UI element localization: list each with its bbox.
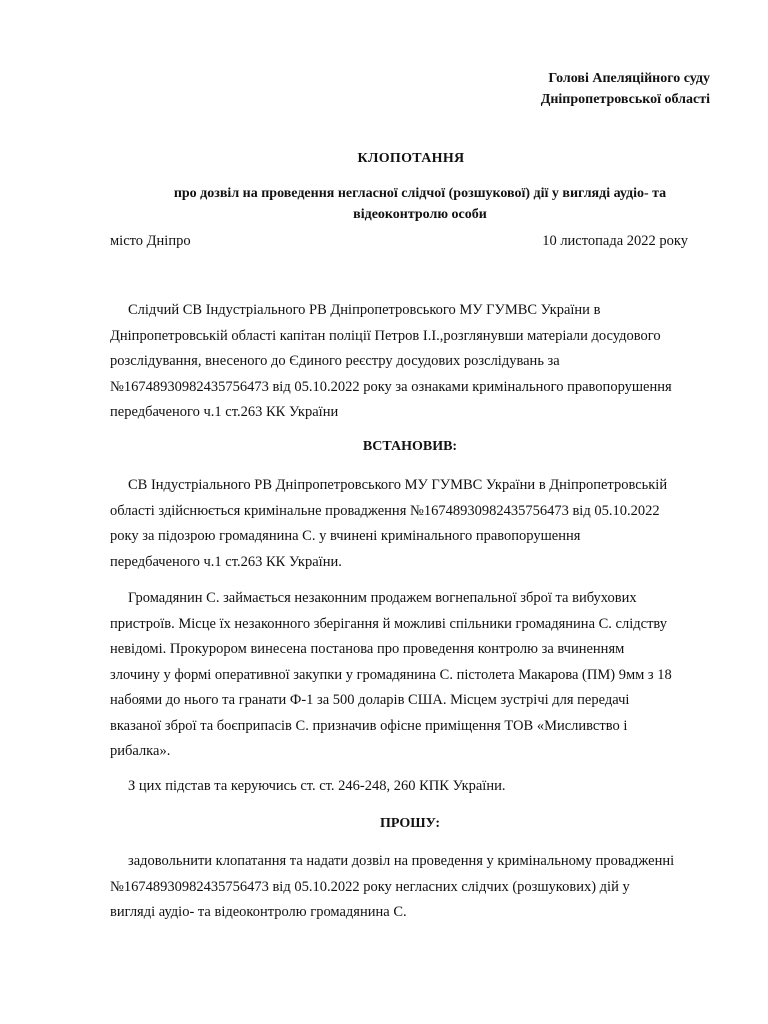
request-paragraph — [110, 849, 720, 926]
paragraph-line: передбаченого ч.1 ст.263 КК України — [110, 404, 339, 420]
addressee-line: Голові Апеляційного суду — [548, 71, 710, 86]
paragraph-line: №16748930982435756473 від 05.10.2022 року негласних слідчих (розшукових) дій у — [110, 878, 630, 895]
document-title: КЛОПОТАННЯ — [357, 151, 465, 166]
date-text: 10 листопада 2022 року — [542, 233, 688, 249]
paragraph-line: області здійснюється кримінальне провадження №16748930982435756473 від 05.10.2022 — [110, 502, 660, 519]
paragraph-line: невідомі. Прокурором винесена постанова про проведення контролю за вчиненням — [110, 641, 625, 657]
paragraph-line: передбаченого ч.1 ст.263 КК України. — [110, 553, 342, 570]
paragraph-line: вигляді аудіо- та відеоконтролю громадянина С. — [110, 904, 407, 920]
paragraph-line: Слідчий СВ Індустріального РВ Дніпропетровського МУ ГУМВС України в — [128, 302, 601, 318]
paragraph-line: Дніпропетровській області капітан поліції Петров І.І.,розглянувши матеріали досудового — [110, 327, 661, 344]
paragraph-line: пристроїв. Місце їх незаконного зберігання й можливі спільники громадянина С. слідству — [110, 615, 668, 632]
paragraph-line: злочину у формі оперативної закупки у громадянина С. пістолета Макарова (ПМ) 9мм з 18 — [110, 666, 672, 683]
paragraph-line: З цих підстав та керуючись ст. ст. 246-248, 260 КПК України. — [128, 778, 506, 794]
paragraph-line: розслідування, внесеного до Єдиного реєстру досудових розслідувань за — [110, 353, 560, 369]
place-text: місто Дніпро — [110, 233, 191, 249]
intro-paragraph — [110, 298, 720, 426]
paragraph-line: року за підозрою громадянина С. у вчинені кримінального правопорушення — [110, 528, 581, 544]
document-subtitle — [120, 183, 720, 225]
heading-request: ПРОШУ: — [379, 816, 441, 831]
paragraph-line: вказаної зброї та боєприпасів С. призначив офісне приміщення ТОВ «Мисливство і — [110, 717, 628, 734]
subtitle-line: відеоконтролю особи — [353, 207, 487, 222]
paragraph-line: Громадянин С. займається незаконним продажем вогнепальної зброї та вибухових — [128, 590, 637, 606]
paragraph-line: набоями до нього та гранати Ф-1 за 500 доларів США. Місцем зустрічі для передачі — [110, 692, 630, 708]
established-paragraph — [110, 473, 720, 575]
paragraph-line: №16748930982435756473 від 05.10.2022 року за ознаками кримінального правопорушення — [110, 378, 672, 395]
paragraph-line: задовольнити клопатання та надати дозвіл на проведення у кримінальному провадженні — [128, 853, 675, 869]
heading-established: ВСТАНОВИВ: — [362, 439, 458, 454]
paragraph-line: СВ Індустріального РВ Дніпропетровського МУ ГУМВС України в Дніпропетровській — [128, 477, 668, 493]
legal-basis-paragraph — [110, 774, 720, 800]
facts-paragraph — [110, 586, 720, 765]
paragraph-line: рибалка». — [110, 743, 171, 759]
addressee-line: Дніпропетровської області — [540, 92, 710, 107]
subtitle-line: про дозвіл на проведення негласної слідчої (розшукової) дії у вигляді аудіо- та — [173, 186, 667, 201]
addressee-block — [541, 68, 710, 110]
